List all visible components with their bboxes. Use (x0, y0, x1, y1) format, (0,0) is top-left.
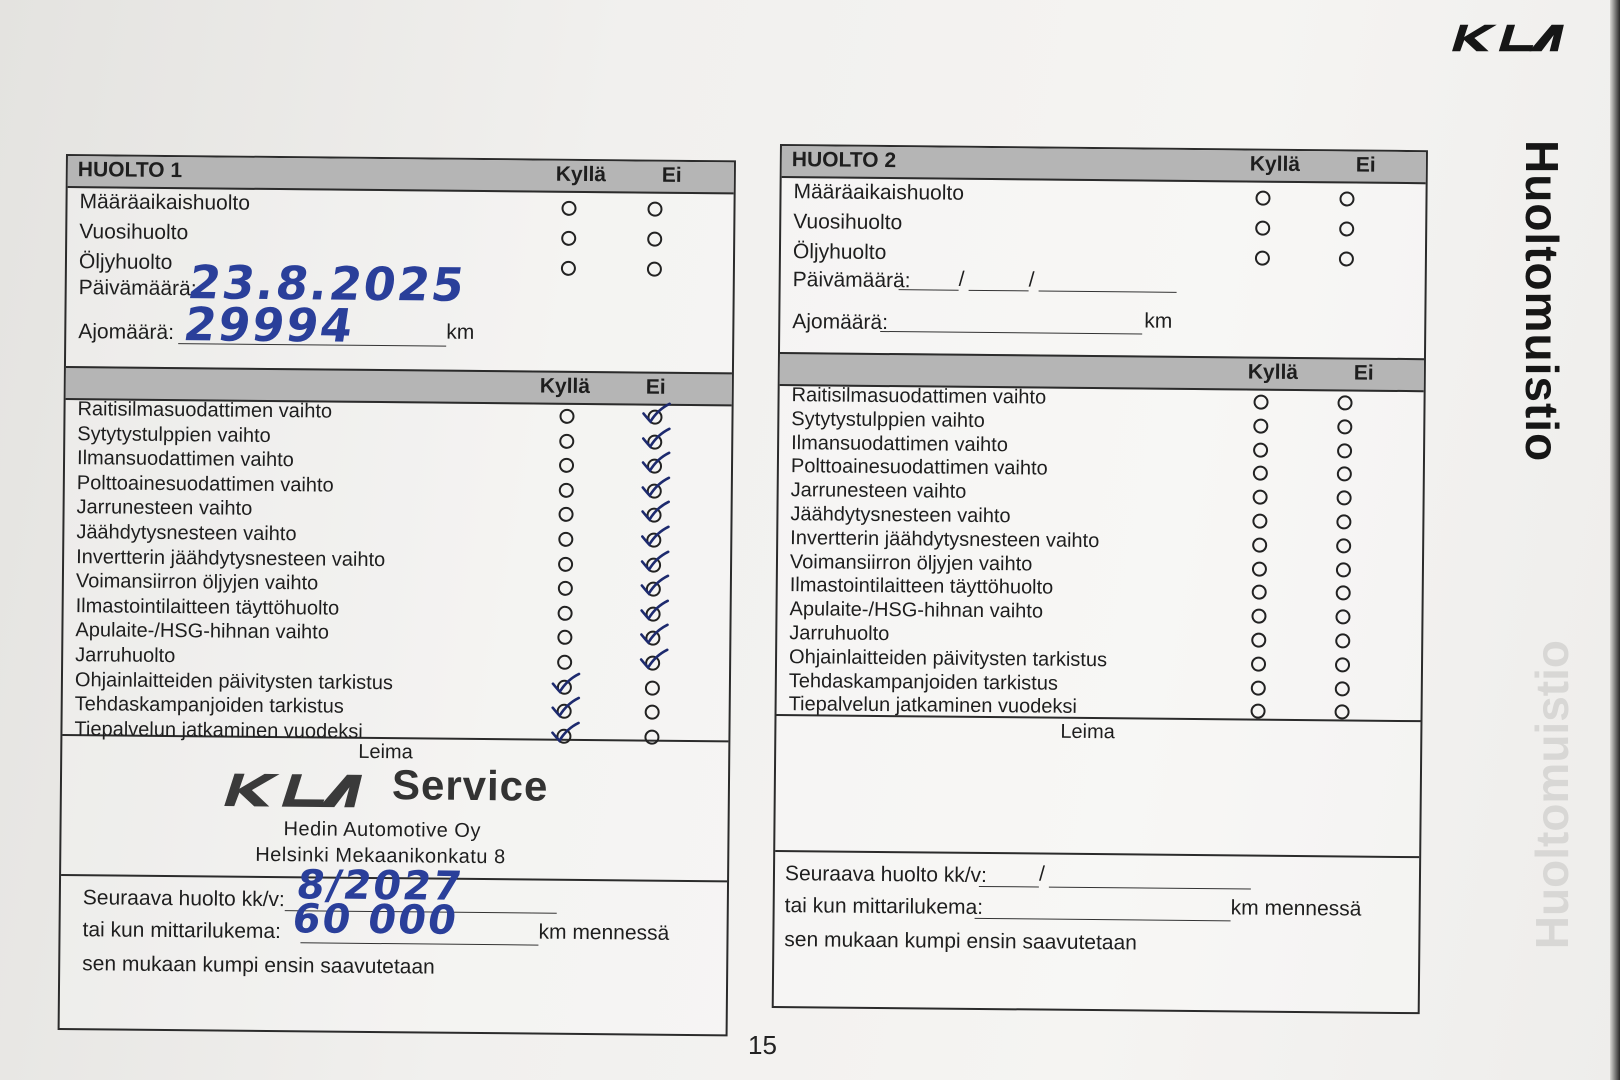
card1-mileage-handwritten: 29994 (180, 297, 359, 353)
no-radio-circle[interactable] (647, 202, 662, 217)
card2-next-label: Seuraava huolto kk/v: (784, 862, 988, 888)
no-radio-circle[interactable] (647, 232, 662, 247)
card1-no-heading: Ei (661, 163, 682, 187)
handwritten-checkmark (551, 671, 581, 693)
no-radio-circle[interactable] (1336, 562, 1351, 577)
task-row (776, 693, 1420, 725)
card2-date-label: Päivämäärä: (792, 268, 911, 293)
task-label: Jarrunesteen vaihto (790, 479, 967, 503)
card2-whichever: sen mukaan kumpi ensin saavutetaan (784, 928, 1138, 955)
card2-title: HUOLTO 2 (791, 148, 897, 173)
card1-date-label: Päivämäärä: (78, 276, 197, 301)
card2-date-row (781, 268, 1425, 300)
task-label: Sytytystulppien vaihto (791, 407, 985, 432)
yes-radio-circle[interactable] (1255, 251, 1270, 266)
card1-mileage-label: Ajomäärä: (78, 320, 175, 345)
task-label: Sytytystulppien vaihto (77, 422, 271, 447)
handwritten-checkmark (640, 598, 670, 620)
task-label: Tehdaskampanjoiden tarkistus (74, 693, 344, 718)
yes-radio-circle[interactable] (1253, 442, 1268, 457)
yes-radio-circle[interactable] (559, 433, 574, 448)
handwritten-checkmark (550, 720, 580, 742)
task-label: Voimansiirron öljyjen vaihto (75, 570, 319, 595)
task-label: Ilmansuodattimen vaihto (76, 447, 294, 472)
card2-date-sep-1: / (958, 267, 965, 291)
yes-radio-circle[interactable] (1255, 191, 1270, 206)
handwritten-checkmark (640, 574, 670, 596)
task-label: Ilmansuodattimen vaihto (791, 431, 1009, 456)
card2-date-sep-2: / (1028, 268, 1035, 292)
task-label: Invertterin jäähdytysnesteen vaihto (76, 545, 386, 571)
service-type-label: Vuosihuolto (79, 220, 189, 245)
task-label: Ohjainlaitteiden päivitysten tarkistus (788, 645, 1108, 671)
handwritten-checkmark (641, 451, 671, 473)
no-radio-circle[interactable] (1335, 610, 1350, 625)
stamp-company-name: Hedin Automotive Oy (283, 818, 482, 843)
yes-radio-circle[interactable] (1251, 609, 1266, 624)
card1-header (68, 156, 734, 194)
card2-header (782, 146, 1426, 184)
yes-radio-circle[interactable] (558, 581, 573, 596)
card1-stamp-label: Leima (358, 740, 413, 764)
no-radio-circle[interactable] (1337, 491, 1352, 506)
task-label: Apulaite-/HSG-hihnan vaihto (75, 619, 330, 644)
yes-radio-circle[interactable] (561, 231, 576, 246)
card2-mileage-label: Ajomäärä: (792, 310, 889, 335)
card2-next-sep: / (1038, 862, 1045, 886)
yes-radio-circle[interactable] (1252, 514, 1267, 529)
task-label: Polttoainesuodattimen vaihto (76, 471, 334, 497)
service-card-2 (772, 144, 1428, 1014)
card2-meter-label: tai kun mittarilukema: (784, 894, 984, 919)
yes-radio-circle[interactable] (558, 532, 573, 547)
card1-whichever: sen mukaan kumpi ensin saavutetaan (82, 952, 435, 979)
no-radio-circle[interactable] (1334, 705, 1349, 720)
card1-next-handwritten: 8/2027 (293, 862, 467, 910)
task-label: Polttoainesuodattimen vaihto (790, 455, 1048, 480)
service-type-label: Määräaikaishuolto (793, 180, 965, 205)
card2-km-unit: km (1144, 309, 1173, 333)
no-radio-circle[interactable] (1336, 586, 1351, 601)
card2-service-type-row (781, 210, 1425, 242)
task-label: Ohjainlaitteiden päivitysten tarkistus (74, 668, 393, 694)
card2-stamp-label: Leima (1060, 720, 1115, 744)
task-label: Jarruhuolto (789, 622, 890, 646)
yes-radio-circle[interactable] (1255, 221, 1270, 236)
yes-radio-circle[interactable] (558, 507, 573, 522)
yes-radio-circle[interactable] (559, 409, 574, 424)
handwritten-checkmark (639, 648, 669, 670)
card2-service-type-row (781, 180, 1425, 212)
card1-next-label: Seuraava huolto kk/v: (82, 886, 285, 912)
yes-radio-circle[interactable] (1253, 490, 1268, 505)
no-radio-circle[interactable] (1336, 538, 1351, 553)
no-radio-circle[interactable] (647, 262, 662, 277)
yes-radio-circle[interactable] (558, 556, 573, 571)
no-radio-circle[interactable] (1335, 657, 1350, 672)
card2-tasks-no-heading: Ei (1353, 361, 1374, 385)
yes-radio-circle[interactable] (557, 655, 572, 670)
card1-tasks-no-heading: Ei (645, 375, 666, 399)
card1-km-unit: km (446, 320, 475, 344)
task-label: Jarrunesteen vaihto (76, 496, 253, 521)
task-label: Tehdaskampanjoiden tarkistus (788, 669, 1058, 695)
task-label: Tiepalvelun jatkaminen vuodeksi (74, 717, 363, 743)
yes-radio-circle[interactable] (561, 201, 576, 216)
card1-mileage-row (66, 320, 732, 352)
yes-radio-circle[interactable] (1252, 537, 1267, 552)
no-radio-circle[interactable] (645, 680, 660, 695)
handwritten-checkmark (640, 525, 670, 547)
yes-radio-circle[interactable] (1251, 633, 1266, 648)
no-radio-circle[interactable] (1337, 419, 1352, 434)
task-label: Jäähdytysnesteen vaihto (76, 521, 297, 546)
yes-radio-circle[interactable] (1251, 656, 1266, 671)
no-radio-circle[interactable] (1339, 221, 1354, 236)
stamp-address: Helsinki Mekaanikonkatu 8 (255, 843, 506, 869)
card1-date-handwritten: 23.8.2025 (184, 255, 470, 312)
page-number: 15 (748, 1030, 777, 1060)
handwritten-checkmark (639, 623, 669, 645)
task-label: Apulaite-/HSG-hihnan vaihto (789, 598, 1044, 623)
handwritten-checkmark (640, 500, 670, 522)
card1-title: HUOLTO 1 (77, 158, 183, 183)
no-radio-circle[interactable] (1337, 395, 1352, 410)
stamp-service-text: Service (391, 761, 549, 810)
card2-yes-heading: Kyllä (1249, 152, 1301, 176)
card1-service-type-row (67, 220, 733, 252)
card1-yes-heading: Kyllä (555, 162, 607, 187)
yes-radio-circle[interactable] (1253, 466, 1268, 481)
no-radio-circle[interactable] (1337, 443, 1352, 458)
service-type-label: Määräaikaishuolto (79, 190, 251, 215)
card1-meter-label: tai kun mittarilukema: (82, 918, 282, 944)
task-label: Raitisilmasuodattimen vaihto (791, 384, 1047, 409)
yes-radio-circle[interactable] (559, 483, 574, 498)
stamp-kia-logo (222, 768, 372, 811)
handwritten-checkmark (641, 426, 671, 448)
task-label: Jarruhuolto (75, 644, 176, 668)
yes-radio-circle[interactable] (1251, 680, 1266, 695)
kia-logo (1450, 20, 1572, 54)
service-type-label: Öljyhuolto (792, 240, 887, 265)
task-label: Ilmastointilaitteen täyttöhuolto (789, 574, 1054, 600)
card2-km-by: km mennessä (1230, 896, 1362, 921)
card2-service-type-row (781, 240, 1425, 272)
service-type-label: Vuosihuolto (793, 210, 903, 235)
booklet-title: Huoltomuistio (1516, 140, 1568, 463)
yes-radio-circle[interactable] (557, 630, 572, 645)
no-radio-circle[interactable] (1335, 681, 1350, 696)
no-radio-circle[interactable] (1336, 514, 1351, 529)
show-through-title: Huoltomuistio (1526, 640, 1578, 950)
handwritten-checkmark (641, 402, 671, 424)
card1-service-type-row (67, 190, 733, 222)
task-label: Invertterin jäähdytysnesteen vaihto (790, 526, 1100, 552)
yes-radio-circle[interactable] (1251, 704, 1266, 719)
service-type-label: Öljyhuolto (78, 250, 173, 275)
no-radio-circle[interactable] (1339, 191, 1354, 206)
handwritten-checkmark (551, 696, 581, 718)
handwritten-checkmark (641, 475, 671, 497)
task-label: Voimansiirron öljyjen vaihto (789, 550, 1033, 576)
service-card-1 (58, 154, 736, 1036)
card2-meter-line (975, 918, 1231, 921)
card2-no-heading: Ei (1355, 153, 1376, 177)
no-radio-circle[interactable] (1337, 467, 1352, 482)
yes-radio-circle[interactable] (1252, 585, 1267, 600)
task-label: Raitisilmasuodattimen vaihto (77, 398, 333, 423)
yes-radio-circle[interactable] (1253, 395, 1268, 410)
yes-radio-circle[interactable] (558, 606, 573, 621)
card2-mileage-row (780, 310, 1424, 342)
task-label: Jäähdytysnesteen vaihto (790, 503, 1011, 528)
yes-radio-circle[interactable] (1253, 418, 1268, 433)
card2-next-month-line (979, 886, 1039, 888)
no-radio-circle[interactable] (1335, 633, 1350, 648)
card2-next-year-line (1049, 887, 1251, 890)
card1-km-by: km mennessä (538, 920, 670, 945)
card1-meter-handwritten: 60 000 (289, 896, 462, 944)
no-radio-circle[interactable] (644, 729, 659, 744)
task-label: Tiepalvelun jatkaminen vuodeksi (788, 693, 1078, 719)
handwritten-checkmark (640, 549, 670, 571)
no-radio-circle[interactable] (645, 705, 660, 720)
yes-radio-circle[interactable] (1252, 561, 1267, 576)
task-row (62, 718, 728, 750)
page-edge-shadow (1610, 0, 1620, 1080)
yes-radio-circle[interactable] (559, 458, 574, 473)
no-radio-circle[interactable] (1339, 251, 1354, 266)
task-label: Ilmastointilaitteen täyttöhuolto (75, 594, 340, 620)
card2-next-divider (775, 850, 1419, 858)
card2-tasks-yes-heading: Kyllä (1247, 360, 1299, 384)
yes-radio-circle[interactable] (561, 261, 576, 276)
card1-tasks-yes-heading: Kyllä (539, 374, 591, 399)
